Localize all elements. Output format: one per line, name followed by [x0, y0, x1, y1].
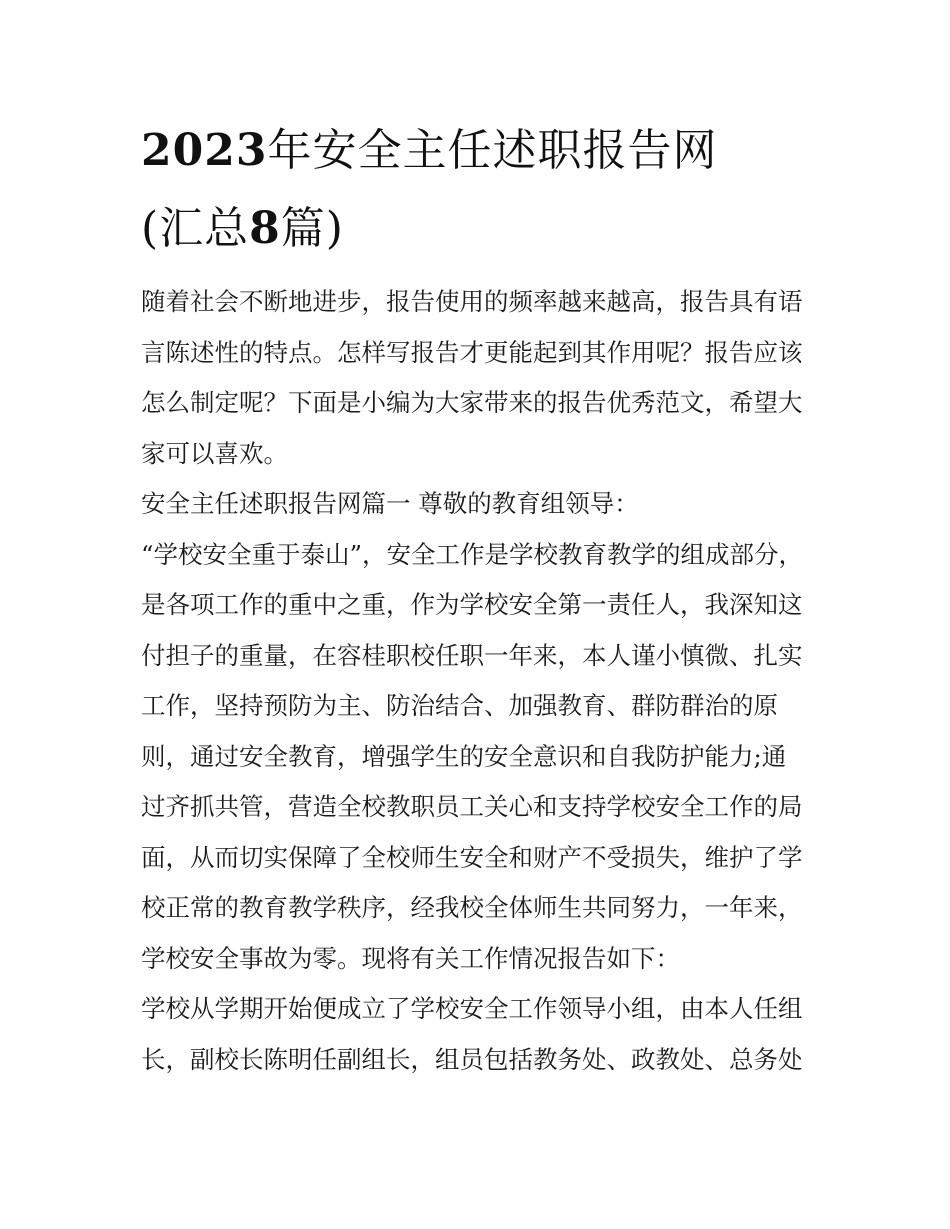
- paragraph-line: 学校安全事故为零。现将有关工作情况报告如下：: [141, 943, 680, 973]
- title-text: 年安全主任述职报告网: [267, 125, 718, 176]
- paragraph-line: 长，副校长陈明任副组长，组员包括教务处、政教处、总务处: [141, 1044, 803, 1074]
- intro-paragraph: [141, 282, 813, 474]
- paragraph-1: [141, 535, 813, 980]
- paragraph-line: 校正常的教育教学秩序，经我校全体师生共同努力，一年来，: [141, 893, 803, 922]
- title-count-close: 篇): [280, 203, 344, 254]
- section-heading: 安全主任述职报告网篇一 尊敬的教育组领导：: [141, 489, 639, 518]
- paragraph-line: 面，从而切实保障了全校师生安全和财产不受损失，维护了学: [141, 842, 803, 872]
- intro-line: 家可以喜欢。: [141, 438, 288, 468]
- paragraph-line: “学校安全重于泰山”，安全工作是学校教育教学的组成部分，: [141, 539, 804, 569]
- paragraph-line: 是各项工作的重中之重，作为学校安全第一责任人，我深知这: [141, 590, 803, 619]
- intro-line: 言陈述性的特点。怎样写报告才更能起到其作用呢？报告应该: [141, 337, 803, 367]
- paragraph-line: 则，通过安全教育，增强学生的安全意识和自我防护能力;通: [141, 741, 787, 771]
- document-body: [141, 282, 813, 1080]
- title-count-open: (汇总: [141, 203, 250, 254]
- document-title: [141, 112, 821, 268]
- paragraph-line: 工作，坚持预防为主、防治结合、加强教育、群防群治的原: [141, 691, 778, 720]
- paragraph-2: [141, 989, 813, 1080]
- intro-line: 随着社会不断地进步，报告使用的频率越来越高，报告具有语: [141, 287, 803, 316]
- paragraph-line: 付担子的重量，在容桂职校任职一年来，本人谨小慎微、扎实: [141, 640, 803, 670]
- title-year: 2023: [141, 125, 268, 176]
- paragraph-line: 过齐抓共管，营造全校教职员工关心和支持学校安全工作的局: [141, 792, 803, 821]
- title-count-number: 8: [249, 203, 281, 254]
- paragraph-line: 学校从学期开始便成立了学校安全工作领导小组，由本人任组: [141, 994, 803, 1023]
- intro-line: 怎么制定呢？下面是小编为大家带来的报告优秀范文，希望大: [141, 388, 803, 417]
